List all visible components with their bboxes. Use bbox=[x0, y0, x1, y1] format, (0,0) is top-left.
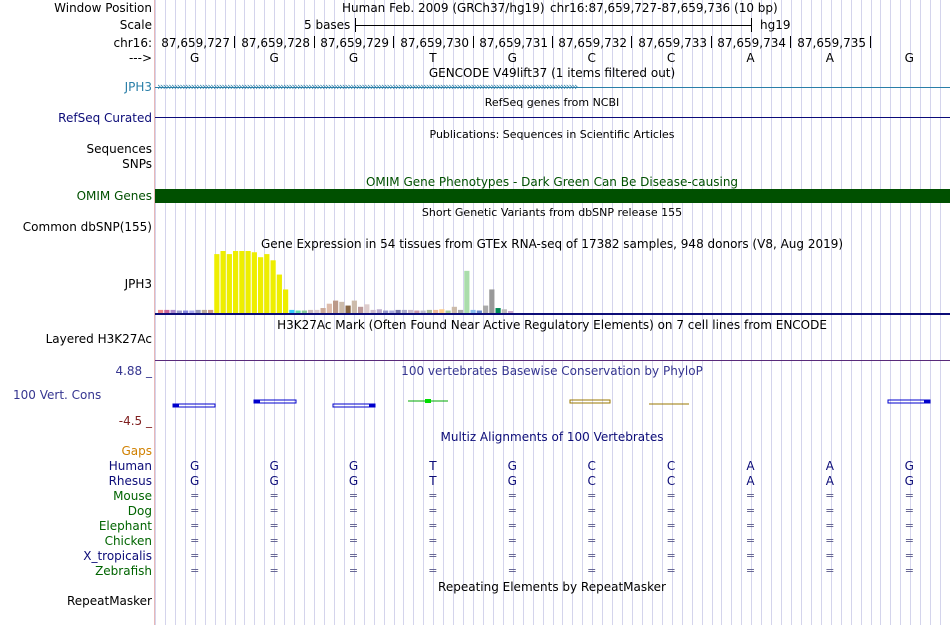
ruler-tick bbox=[234, 36, 235, 48]
reference-base: G bbox=[904, 51, 914, 65]
ruler-coordinate: 87,659,727 bbox=[161, 36, 230, 50]
gtex-tissue-bar[interactable] bbox=[358, 307, 363, 313]
alignment-marker: = bbox=[190, 489, 200, 502]
reference-base: T bbox=[429, 51, 437, 65]
alignment-marker: = bbox=[269, 519, 279, 532]
reference-base: A bbox=[825, 51, 834, 65]
alignment-marker: = bbox=[348, 549, 359, 562]
alignment-marker: = bbox=[507, 549, 517, 562]
gtex-tissue-bar[interactable] bbox=[346, 306, 351, 313]
gtex-tissue-bar[interactable] bbox=[477, 311, 482, 313]
gtex-tissue-bar[interactable] bbox=[258, 257, 263, 313]
species-label[interactable]: Mouse bbox=[113, 489, 152, 503]
ruler-coordinate: 87,659,735 bbox=[797, 36, 866, 50]
strand-chevron-icon: ›››››››››››››››››››››››››››››››››››››››››››››››››››››››››››››››››››››››››››››››››››››››››››››››››››››››››››››››››››››››››››››››››››››››››››››››››››››› bbox=[157, 80, 577, 93]
omim-track-title[interactable]: OMIM Gene Phenotypes - Dark Green Can Be Disease-causing bbox=[365, 175, 739, 189]
gtex-tissue-bar[interactable] bbox=[189, 311, 194, 313]
alignment-marker: = bbox=[904, 519, 914, 532]
gtex-tissue-bar[interactable] bbox=[227, 254, 232, 313]
cons-glyph-3 bbox=[333, 404, 375, 407]
alignment-marker: = bbox=[745, 534, 756, 547]
alignment-marker: = bbox=[348, 534, 359, 547]
ruler-tick bbox=[711, 36, 712, 48]
rhesus-base: C bbox=[666, 474, 676, 488]
ruler-tick bbox=[790, 36, 791, 48]
cons-min-label: -4.5 _ bbox=[118, 414, 152, 428]
gtex-tissue-bar[interactable] bbox=[383, 311, 388, 313]
gtex-tissue-bar[interactable] bbox=[496, 308, 501, 313]
repeatmasker-track-title[interactable]: Repeating Elements by RepeatMasker bbox=[438, 580, 666, 594]
human-base: A bbox=[746, 459, 755, 473]
chr-label: chr16: bbox=[113, 36, 152, 50]
alignment-marker: = bbox=[904, 489, 914, 502]
alignment-marker: = bbox=[745, 549, 756, 562]
gtex-baseline bbox=[155, 313, 950, 315]
alignment-marker: = bbox=[666, 504, 676, 517]
gtex-expression-graph[interactable] bbox=[155, 250, 950, 316]
alignment-marker: = bbox=[507, 519, 517, 532]
alignment-marker: = bbox=[428, 504, 438, 517]
snps-label[interactable]: SNPs bbox=[122, 157, 152, 171]
alignment-marker: = bbox=[587, 549, 597, 562]
gtex-tissue-bar[interactable] bbox=[233, 251, 238, 313]
alignment-marker: = bbox=[587, 534, 597, 547]
alignment-marker: = bbox=[745, 519, 756, 532]
gtex-tissue-bar[interactable] bbox=[339, 302, 344, 313]
alignment-marker: = bbox=[507, 564, 517, 577]
alignment-marker: = bbox=[825, 534, 835, 547]
gtex-tissue-bar[interactable] bbox=[464, 271, 469, 313]
gtex-tissue-bar[interactable] bbox=[439, 309, 444, 313]
gtex-tissue-bar[interactable] bbox=[427, 310, 432, 313]
omim-phenotype-bar[interactable] bbox=[155, 189, 950, 203]
reference-base: G bbox=[269, 51, 279, 65]
window-position-label: Window Position bbox=[54, 1, 152, 15]
gtex-tissue-bar[interactable] bbox=[171, 310, 176, 313]
alignment-marker: = bbox=[587, 489, 597, 502]
ruler-coordinate: 87,659,734 bbox=[717, 36, 786, 50]
gtex-tissue-bar[interactable] bbox=[246, 251, 251, 313]
rhesus-base: G bbox=[269, 474, 279, 488]
alignment-marker: = bbox=[587, 504, 597, 517]
cons-track-title[interactable]: 100 vertebrates Basewise Conservation by PhyloP bbox=[401, 364, 703, 378]
gtex-tissue-bar[interactable] bbox=[158, 310, 163, 313]
gtex-tissue-bar[interactable] bbox=[164, 310, 169, 313]
common-dbsnp-label[interactable]: Common dbSNP(155) bbox=[22, 220, 152, 234]
repeatmasker-label[interactable]: RepeatMasker bbox=[66, 594, 152, 608]
gtex-tissue-bar[interactable] bbox=[414, 311, 419, 313]
refseq-curated-label[interactable]: RefSeq Curated bbox=[58, 111, 152, 125]
gtex-tissue-bar[interactable] bbox=[302, 311, 307, 313]
alignment-marker: = bbox=[666, 534, 676, 547]
gtex-tissue-bar[interactable] bbox=[433, 310, 438, 313]
gtex-tissue-bar[interactable] bbox=[452, 307, 457, 313]
alignment-marker: = bbox=[825, 564, 835, 577]
alignment-marker: = bbox=[269, 534, 279, 547]
gtex-tissue-bar[interactable] bbox=[364, 304, 369, 313]
scale-label: Scale bbox=[119, 18, 152, 32]
alignment-marker: = bbox=[745, 564, 756, 577]
ruler-tick bbox=[473, 36, 474, 48]
alignment-marker: = bbox=[190, 564, 200, 577]
alignment-marker: = bbox=[190, 549, 200, 562]
gtex-tissue-bar[interactable] bbox=[371, 310, 376, 313]
gtex-track-title[interactable]: Gene Expression in 54 tissues from GTEx RNA-seq of 17382 samples, 948 donors (V8, Aug 2019) bbox=[260, 237, 844, 251]
vert-cons-label[interactable]: 100 Vert. Cons bbox=[13, 388, 102, 402]
reference-base: G bbox=[190, 51, 200, 65]
strand-arrow-label: ---> bbox=[128, 51, 152, 65]
alignment-marker: = bbox=[348, 519, 359, 532]
db-label: hg19 bbox=[760, 18, 791, 32]
reference-base: G bbox=[348, 51, 359, 65]
rhesus-base: G bbox=[904, 474, 914, 488]
alignment-marker: = bbox=[904, 564, 914, 577]
gtex-tissue-bar[interactable] bbox=[402, 310, 407, 313]
gtex-tissue-bar[interactable] bbox=[208, 310, 213, 313]
human-base: T bbox=[429, 459, 437, 473]
species-label[interactable]: Rhesus bbox=[108, 474, 152, 488]
alignment-marker: = bbox=[348, 504, 359, 517]
position-readout: chr16:87,659,727-87,659,736 (10 bp) bbox=[550, 1, 778, 15]
species-label[interactable]: Elephant bbox=[98, 519, 152, 533]
human-base: A bbox=[825, 459, 834, 473]
refseq-track-title[interactable]: RefSeq genes from NCBI bbox=[484, 96, 620, 109]
layered-h3k27ac-label[interactable]: Layered H3K27Ac bbox=[45, 332, 152, 346]
omim-genes-label[interactable]: OMIM Genes bbox=[76, 189, 152, 203]
human-base: G bbox=[904, 459, 914, 473]
human-base: G bbox=[190, 459, 200, 473]
gtex-tissue-bar[interactable] bbox=[389, 311, 394, 313]
alignment-marker: = bbox=[428, 534, 438, 547]
gtex-tissue-bar[interactable] bbox=[277, 275, 282, 313]
alignment-marker: = bbox=[825, 504, 835, 517]
gtex-tissue-bar[interactable] bbox=[221, 251, 226, 313]
alignment-marker: = bbox=[745, 504, 756, 517]
gtex-tissue-bar[interactable] bbox=[271, 260, 276, 313]
gtex-tissue-bar[interactable] bbox=[421, 311, 426, 313]
gtex-tissue-bar[interactable] bbox=[471, 310, 476, 313]
alignment-marker: = bbox=[269, 549, 279, 562]
gtex-tissue-bar[interactable] bbox=[458, 310, 463, 313]
alignment-marker: = bbox=[348, 564, 359, 577]
reference-base: C bbox=[666, 51, 676, 65]
cons-glyph-5 bbox=[570, 400, 610, 403]
gaps-label[interactable]: Gaps bbox=[121, 444, 152, 458]
gtex-tissue-bar[interactable] bbox=[264, 254, 269, 313]
alignment-marker: = bbox=[666, 489, 676, 502]
jph3-gene-feature[interactable] bbox=[155, 80, 950, 94]
ruler-coordinate: 87,659,732 bbox=[558, 36, 627, 50]
rhesus-base: T bbox=[429, 474, 437, 488]
gtex-tissue-bar[interactable] bbox=[214, 254, 219, 313]
gtex-tissue-bar[interactable] bbox=[239, 251, 244, 313]
human-base: C bbox=[587, 459, 596, 473]
alignment-marker: = bbox=[745, 489, 756, 502]
ruler-coordinate: 87,659,728 bbox=[241, 36, 310, 50]
multiz-track-title[interactable]: Multiz Alignments of 100 Vertebrates bbox=[440, 430, 664, 444]
h3k27ac-baseline bbox=[155, 360, 950, 361]
ruler-coordinate: 87,659,729 bbox=[320, 36, 389, 50]
gtex-tissue-bar[interactable] bbox=[202, 310, 207, 313]
rhesus-base: G bbox=[190, 474, 200, 488]
alignment-marker: = bbox=[190, 534, 200, 547]
reference-base: A bbox=[746, 51, 755, 65]
ruler-coordinate: 87,659,733 bbox=[638, 36, 707, 50]
gtex-tissue-bar[interactable] bbox=[508, 311, 513, 313]
alignment-marker: = bbox=[904, 534, 914, 547]
alignment-marker: = bbox=[428, 549, 438, 562]
alignment-marker: = bbox=[428, 519, 438, 532]
alignment-marker: = bbox=[666, 549, 676, 562]
human-base: G bbox=[507, 459, 517, 473]
rhesus-base: A bbox=[746, 474, 755, 488]
rhesus-base: G bbox=[348, 474, 359, 488]
species-label[interactable]: Zebrafish bbox=[95, 564, 152, 578]
ruler-tick bbox=[552, 36, 553, 48]
scale-text: 5 bases bbox=[304, 18, 351, 32]
gtex-tissue-bar[interactable] bbox=[314, 310, 319, 313]
gtex-tissue-bar[interactable] bbox=[408, 310, 413, 313]
sequences-label[interactable]: Sequences bbox=[86, 142, 152, 156]
ruler-tick bbox=[393, 36, 394, 48]
cons-glyph-2 bbox=[254, 400, 296, 403]
alignment-marker: = bbox=[507, 489, 517, 502]
cons-glyph-1 bbox=[173, 404, 215, 407]
gtex-tissue-bar[interactable] bbox=[502, 309, 507, 313]
alignment-marker: = bbox=[587, 564, 597, 577]
human-base: C bbox=[666, 459, 676, 473]
species-label[interactable]: Dog bbox=[127, 504, 152, 518]
conservation-glyphs[interactable] bbox=[155, 395, 950, 411]
gtex-tissue-bar[interactable] bbox=[446, 311, 451, 313]
alignment-marker: = bbox=[428, 489, 438, 502]
species-label[interactable]: Chicken bbox=[104, 534, 152, 548]
gtex-tissue-bar[interactable] bbox=[289, 310, 294, 313]
cons-glyph-4 bbox=[408, 399, 448, 403]
gtex-tissue-bar[interactable] bbox=[377, 309, 382, 313]
gtex-tissue-bar[interactable] bbox=[308, 310, 313, 313]
gtex-tissue-bar[interactable] bbox=[283, 289, 288, 313]
alignment-marker: = bbox=[904, 549, 914, 562]
alignment-marker: = bbox=[825, 489, 835, 502]
ruler-tick bbox=[314, 36, 315, 48]
reference-base: C bbox=[587, 51, 596, 65]
jph3-gene-label[interactable]: JPH3 bbox=[124, 80, 152, 94]
human-base: G bbox=[348, 459, 359, 473]
gtex-tissue-bar[interactable] bbox=[296, 311, 301, 313]
alignment-marker: = bbox=[587, 519, 597, 532]
alignment-marker: = bbox=[269, 564, 279, 577]
dbsnp-track-title[interactable]: Short Genetic Variants from dbSNP release 155 bbox=[421, 206, 683, 219]
ruler-coordinate: 87,659,731 bbox=[479, 36, 548, 50]
gtex-tissue-bar[interactable] bbox=[327, 304, 332, 313]
alignment-marker: = bbox=[507, 534, 517, 547]
cons-glyph-7 bbox=[888, 400, 930, 403]
alignment-marker: = bbox=[666, 564, 676, 577]
alignment-marker: = bbox=[190, 504, 200, 517]
gtex-tissue-bar[interactable] bbox=[177, 311, 182, 313]
human-base: G bbox=[269, 459, 279, 473]
alignment-marker: = bbox=[190, 519, 200, 532]
rhesus-base: C bbox=[587, 474, 596, 488]
alignment-marker: = bbox=[269, 504, 279, 517]
alignment-marker: = bbox=[904, 504, 914, 517]
gtex-tissue-bar[interactable] bbox=[396, 310, 401, 313]
h3k27ac-track-title[interactable]: H3K27Ac Mark (Often Found Near Active Regulatory Elements) on 7 cell lines from ENCODE bbox=[277, 318, 827, 332]
gtex-tissue-bar[interactable] bbox=[183, 311, 188, 313]
publications-track-title[interactable]: Publications: Sequences in Scientific Articles bbox=[429, 128, 675, 141]
species-label[interactable]: X_tropicalis bbox=[83, 549, 152, 563]
refseq-gene-line[interactable] bbox=[155, 117, 950, 118]
rhesus-base: G bbox=[507, 474, 517, 488]
gtex-tissue-bar[interactable] bbox=[489, 289, 494, 313]
alignment-marker: = bbox=[825, 549, 835, 562]
gtex-jph3-label[interactable]: JPH3 bbox=[124, 277, 152, 291]
ruler-tick bbox=[870, 36, 871, 48]
alignment-marker: = bbox=[348, 489, 359, 502]
gtex-tissue-bar[interactable] bbox=[333, 301, 338, 313]
gtex-tissue-bar[interactable] bbox=[252, 252, 257, 313]
gtex-tissue-bar[interactable] bbox=[321, 308, 326, 313]
ruler-coordinate: 87,659,730 bbox=[400, 36, 469, 50]
gtex-tissue-bar[interactable] bbox=[352, 301, 357, 313]
alignment-marker: = bbox=[269, 489, 279, 502]
alignment-marker: = bbox=[666, 519, 676, 532]
cons-max-label: 4.88 _ bbox=[115, 364, 152, 378]
gtex-tissue-bar[interactable] bbox=[483, 306, 488, 313]
alignment-marker: = bbox=[507, 504, 517, 517]
ruler-tick bbox=[631, 36, 632, 48]
assembly-title: Human Feb. 2009 (GRCh37/hg19) bbox=[342, 1, 545, 15]
alignment-marker: = bbox=[428, 564, 438, 577]
gtex-tissue-bar[interactable] bbox=[196, 310, 201, 313]
reference-base: G bbox=[507, 51, 517, 65]
rhesus-base: A bbox=[825, 474, 834, 488]
species-label[interactable]: Human bbox=[108, 459, 152, 473]
gencode-track-title[interactable]: GENCODE V49lift37 (1 items filtered out) bbox=[428, 66, 676, 80]
alignment-marker: = bbox=[825, 519, 835, 532]
